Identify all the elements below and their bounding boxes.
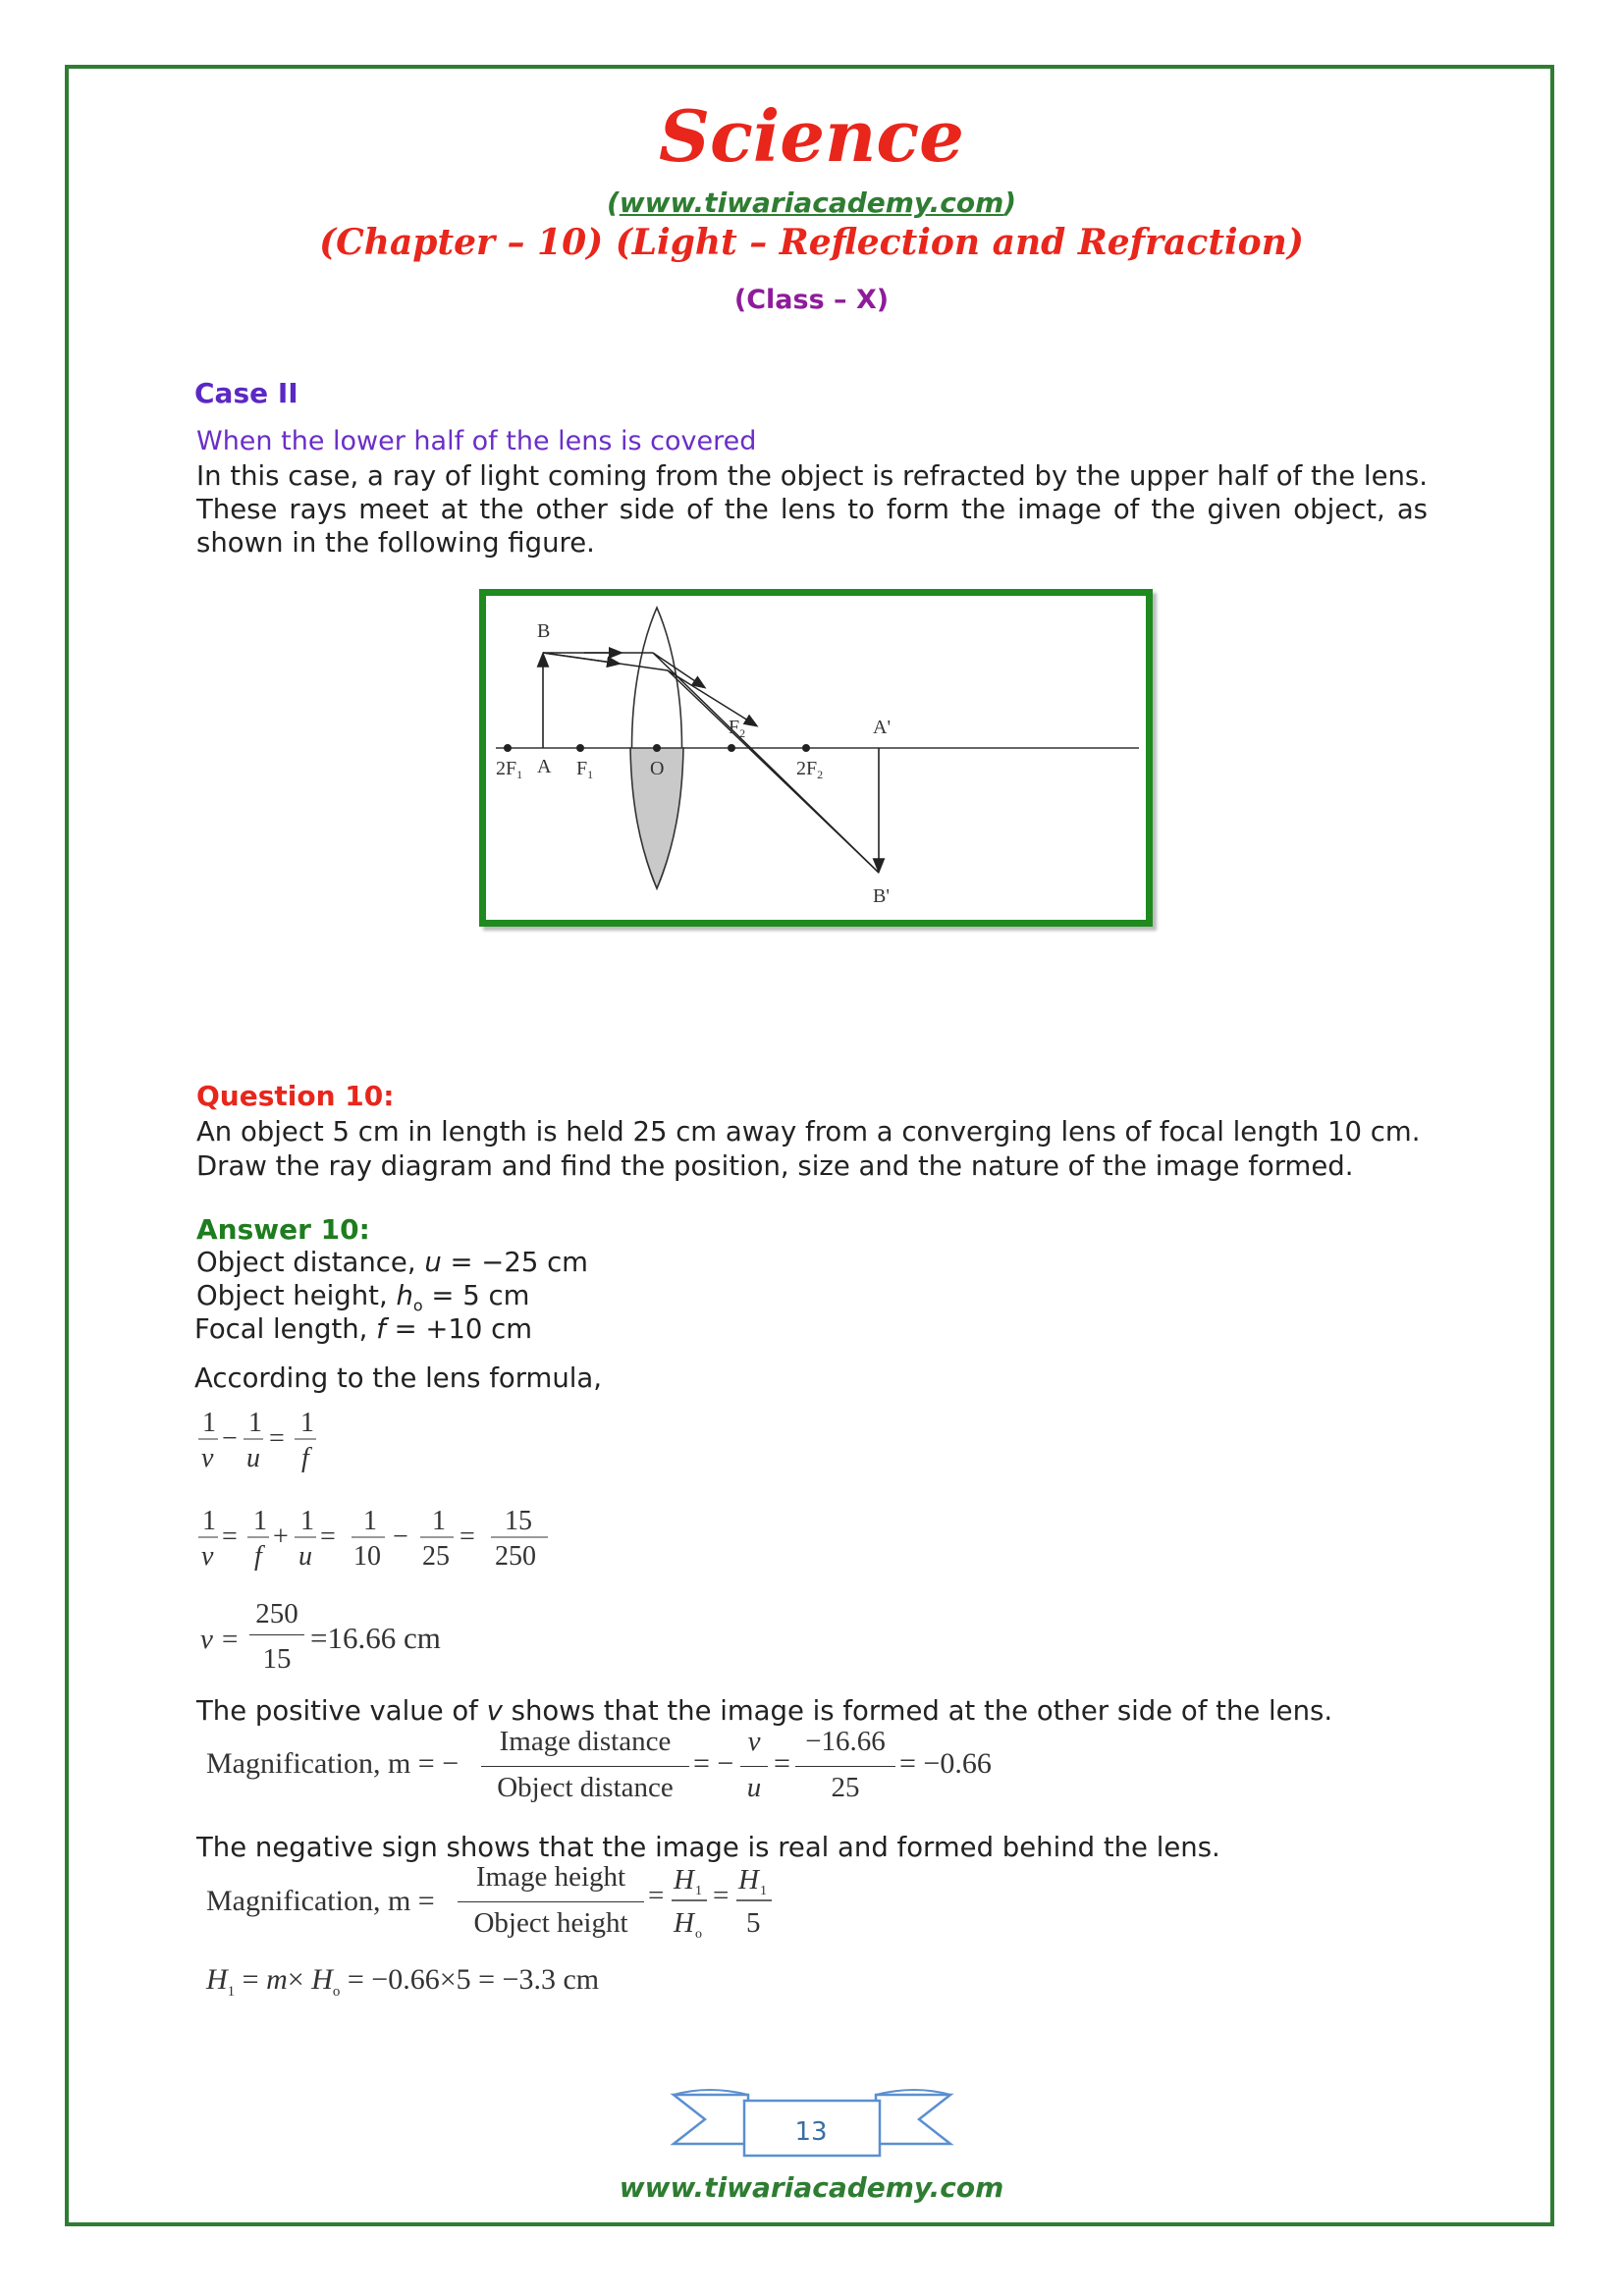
svg-text:−: − (222, 1423, 238, 1454)
label-a: A (537, 756, 552, 777)
magnification-label: Magnification, m = − (206, 1747, 460, 1780)
mag-result: = −0.66 (899, 1747, 992, 1780)
svg-text:o: o (695, 1927, 702, 1942)
svg-text:−: − (393, 1522, 408, 1552)
svg-text:H: H (674, 1907, 694, 1939)
label-b: B (537, 620, 551, 642)
case-subheading: When the lower half of the lens is covered (196, 426, 757, 456)
mag-v: v (747, 1726, 761, 1757)
h1-equation: $H_1 = m\times H_o = -0.66\times 5 = -3.3$ cm (206, 1963, 600, 2000)
mag-value-numerator: −16.66 (805, 1726, 886, 1757)
header-url: (www.tiwariacademy.com) (606, 187, 1017, 219)
question-text: An object 5 cm in length is held 25 cm away from a converging lens of focal length 10 cm. Draw the ray diagram and find the position, size and the nature of the image formed. (196, 1116, 1421, 1182)
svg-text:1: 1 (300, 1408, 314, 1438)
mag2-fraction-bar (458, 1901, 644, 1902)
point-f2 (728, 744, 735, 752)
mag-equals-minus: = − (693, 1747, 734, 1780)
svg-text:u: u (246, 1443, 260, 1473)
ray-refracted-2 (668, 670, 879, 873)
mag-value-denominator: 25 (831, 1772, 860, 1803)
svg-text:1: 1 (248, 1408, 262, 1438)
svg-text:=: = (320, 1522, 336, 1552)
ray-diagram (486, 596, 1146, 920)
label-f2: $F_2$ (729, 717, 746, 740)
svg-text:1: 1 (202, 1506, 216, 1536)
mag-value-bar (795, 1766, 895, 1767)
svg-text:250: 250 (495, 1541, 536, 1572)
svg-text:1: 1 (432, 1506, 446, 1536)
mag-fraction-bar (481, 1766, 689, 1767)
page-title: Science (659, 94, 964, 178)
svg-text:1: 1 (695, 1884, 702, 1898)
object-height-line: Object height, $h_o = 5$ cm (196, 1280, 530, 1315)
svg-text:+: + (273, 1522, 289, 1552)
svg-text:=: = (713, 1880, 730, 1911)
question-heading: Question 10: (196, 1080, 395, 1112)
label-b-prime: B' (873, 885, 890, 907)
point-2f2 (802, 744, 810, 752)
mag-numerator: Image distance (499, 1726, 672, 1757)
mag2-h-fractions (644, 1859, 801, 1948)
magnification-height-label: Magnification, m = (206, 1885, 435, 1917)
svg-text:v: v (201, 1443, 214, 1473)
case-heading: Case II (194, 377, 298, 409)
svg-text:=: = (648, 1880, 665, 1911)
svg-text:=: = (460, 1522, 475, 1552)
mag2-numerator: Image height (475, 1861, 626, 1893)
footer-url[interactable]: www.tiwariacademy.com (619, 2171, 1004, 2204)
svg-text:1: 1 (363, 1506, 377, 1536)
svg-text:25: 25 (422, 1541, 450, 1572)
v-denominator: 15 (262, 1643, 292, 1675)
svg-text:1: 1 (760, 1884, 767, 1898)
object-distance-line: Object distance, u = −25 cm (196, 1247, 588, 1278)
negative-sign-note: The negative sign shows that the image is real and formed behind the lens. (196, 1832, 1220, 1863)
label-o: O (650, 758, 665, 779)
svg-text:=: = (269, 1423, 285, 1454)
svg-text:15: 15 (505, 1506, 532, 1536)
v-equation-label: v = (200, 1624, 240, 1655)
case-paragraph: In this case, a ray of light coming from the object is refracted by the upper half of the lens. These rays meet at the other side of the lens to form the image of the given object, as shown in the following figure. (196, 460, 1428, 559)
mag-u: u (746, 1772, 762, 1803)
answer-heading: Answer 10: (196, 1213, 370, 1246)
focal-length-line: Focal length, f = +10 cm (194, 1313, 533, 1345)
mag-vu-bar (740, 1766, 768, 1767)
point-f1 (576, 744, 584, 752)
svg-text:H: H (674, 1864, 694, 1896)
ray-diagram-figure (479, 589, 1153, 927)
lens-formula-intro: According to the lens formula, (194, 1362, 602, 1394)
mag2-denominator: Object height (473, 1907, 628, 1939)
svg-text:u: u (298, 1541, 312, 1572)
svg-text:v: v (201, 1541, 214, 1572)
svg-text:f: f (301, 1443, 309, 1473)
label-f1: $F_1$ (576, 758, 594, 781)
mag-denominator: Object distance (497, 1772, 674, 1803)
svg-text:10: 10 (353, 1541, 381, 1572)
header-url-link[interactable]: www.tiwariacademy.com (619, 187, 1004, 219)
svg-text:5: 5 (746, 1907, 761, 1939)
label-2f2: $2F_2$ (796, 758, 824, 781)
positive-value-note: The positive value of v shows that the image is formed at the other side of the lens. (196, 1695, 1333, 1727)
svg-text:H: H (738, 1864, 759, 1896)
point-o (653, 744, 661, 752)
svg-text:1: 1 (202, 1408, 216, 1438)
class-label: (Class – X) (733, 285, 890, 315)
label-a-prime: A' (873, 717, 892, 738)
v-fraction-bar (249, 1634, 304, 1635)
v-result: =16.66 cm (310, 1621, 441, 1655)
label-2f1: $2F_1$ (496, 758, 523, 781)
svg-text:1: 1 (253, 1506, 267, 1536)
page-number: 13 (794, 2117, 828, 2147)
chapter-title: (Chapter – 10) (Light – Reflection and Refraction) (319, 222, 1304, 263)
svg-text:1: 1 (300, 1506, 314, 1536)
mag-equals-2: = (774, 1747, 790, 1780)
point-2f1 (504, 744, 512, 752)
v-numerator: 250 (255, 1598, 298, 1629)
svg-text:=: = (222, 1522, 238, 1552)
svg-text:f: f (254, 1541, 262, 1572)
